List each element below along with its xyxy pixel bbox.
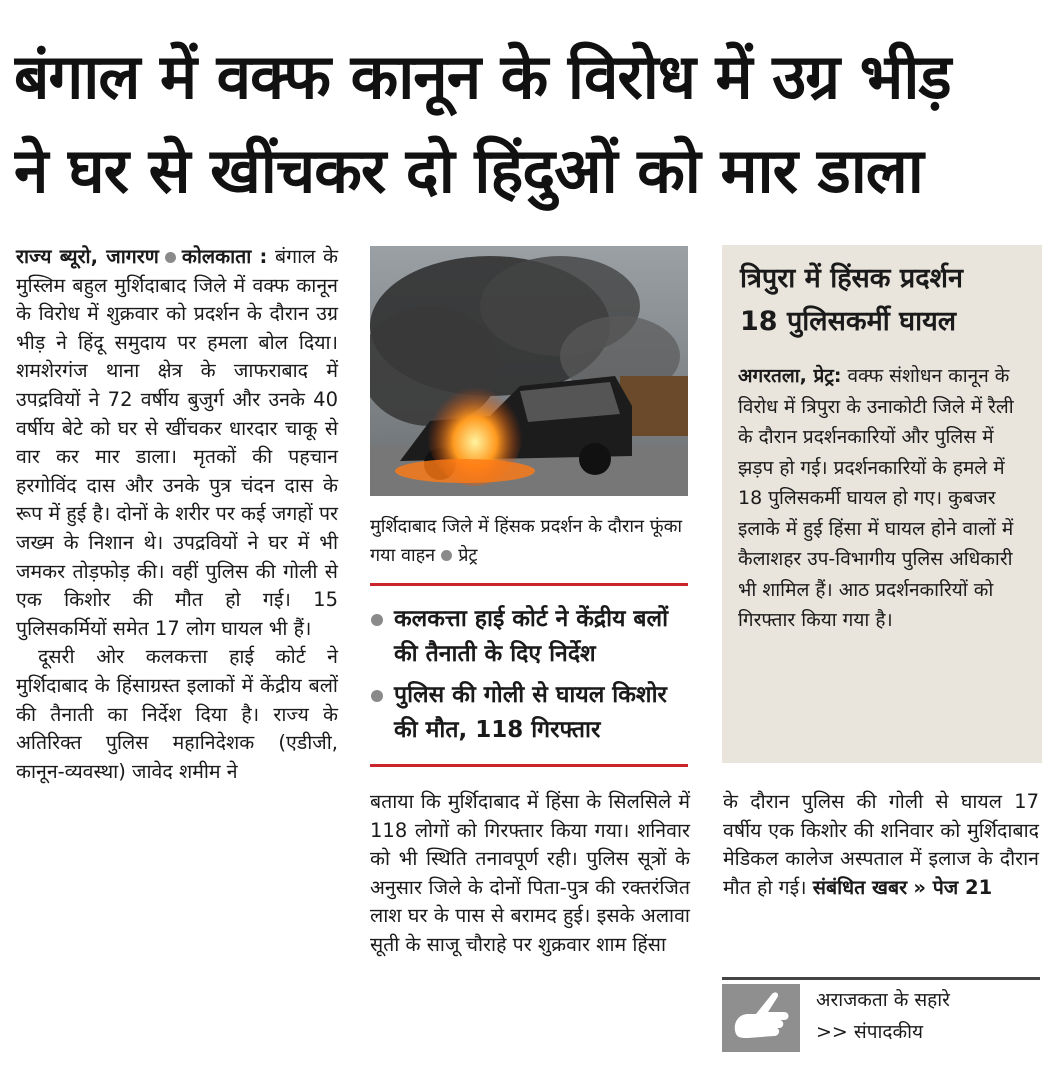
hand-pointing-icon [722,984,800,1052]
highlight-item [370,678,688,748]
dateline-bureau: राज्य ब्यूरो, जागरण [16,245,159,268]
headline-line-2: ने घर से खींचकर दो हिंदुओं को मार डाला [14,134,923,207]
highlights-list [370,602,688,754]
highlight-item [370,602,688,672]
bullet-dot-icon [371,614,383,626]
dateline-place: कोलकाता : [181,245,268,268]
sidebar-body-text: वक्फ संशोधन कानून के विरोध में त्रिपुरा के उनाकोटी जिले में रैली के दौरान प्रदर्शनकारियों और पुलिस में झड़प हो गई। प्रदर्शनकारियों के हमले में 18 पुलिसकर्मी घायल हो गए। कुबजर इलाके में हुई हिंसा में घायल होने वालों में कैलाशहर उप-विभागीय पुलिस अधिकारी भी शामिल हैं। आठ प्रदर्शनकारियों को गिरफ्तार किया गया है। [738,365,1014,631]
photo-illustration [370,246,688,496]
highlights-bottom-rule [370,764,688,767]
photo-caption [370,512,688,570]
bullet-dot-icon [165,252,176,263]
story-paragraph-1 [16,243,338,643]
headline [14,30,1038,218]
story-paragraph-col3 [723,788,1039,902]
sidebar-story-box [722,245,1042,763]
sidebar-title-line-1: त्रिपुरा में हिंसक प्रदर्शन [740,263,963,294]
story-text-col3: के दौरान पुलिस की गोली से घायल 17 वर्षीय एक किशोर की शनिवार को मुर्शिदाबाद मेडिकल कालेज अस्पताल में इलाज के दौरान मौत हो गई। [723,790,1039,899]
sidebar-dateline: अगरतला, प्रेट्र: [738,365,842,387]
main-story-column-3 [723,788,1039,902]
highlight-text: कलकत्ता हाई कोर्ट ने केंद्रीय बलों की तैनाती के दिए निर्देश [394,606,669,667]
bullet-dot-icon [371,690,383,702]
sidebar-title-line-2: 18 पुलिसकर्मी घायल [740,306,957,337]
burning-vehicle-photo [370,246,688,496]
editorial-text [816,984,950,1048]
headline-line-1: बंगाल में वक्फ कानून के विरोध में उग्र भीड़ [14,40,951,113]
related-news-page: » पेज 21 [913,875,993,899]
related-news-label: संबंधित खबर [812,875,908,899]
story-paragraph-2: दूसरी ओर कलकत्ता हाई कोर्ट ने मुर्शिदाबाद के हिंसाग्रस्त इलाकों में केंद्रीय बलों की तैनाती का निर्देश दिया है। राज्य के अतिरिक्त पुलिस महानिदेशक (एडीजी, कानून-व्यवस्था) जावेद शमीम ने [16,645,338,783]
sidebar-body [738,361,1032,636]
photo-credit: प्रेट्र [458,545,478,566]
story-text-col2: बताया कि मुर्शिदाबाद में हिंसा के सिलसिले में 118 लोगों को गिरफ्तार किया गया। शनिवार को भी स्थिति तनावपूर्ण रही। पुलिस सूत्रों के अनुसार जिले के दोनों पिता-पुत्र की रक्तरंजित लाश घर के पास से बरामद हुई। इसके अलावा सूती के साजू चौराहे पर शुक्रवार शाम हिंसा [370,790,690,956]
sidebar-title [740,257,1036,343]
bullet-dot-icon [441,550,452,561]
highlight-text: पुलिस की गोली से घायल किशोर की मौत, 118 गिरफ्तार [394,682,667,743]
main-story-column-2 [370,788,690,960]
editorial-link[interactable]: >> संपादकीय [816,1021,924,1043]
editorial-title: अराजकता के सहारे [816,989,950,1011]
editorial-reference[interactable] [722,977,1040,1055]
story-text-1: बंगाल के मुस्लिम बहुल मुर्शिदाबाद जिले में वक्फ कानून के विरोध में शुक्रवार को प्रदर्शन के दौरान उग्र भीड़ ने हिंदू समुदाय पर हमला बोल दिया। शमशेरगंज थाना क्षेत्र के जाफराबाद में उपद्रवियों ने 72 वर्षीय बुजुर्ग और उनके 40 वर्षीय बेटे को घर से खींचकर धारदार चाकू से वार कर मार डाला। मृतकों की पहचान हरगोविंद दास और उनके पुत्र चंदन दास के रूप में हुई है। दोनों के शरीर पर कई जगहों पर जख्म के निशान थे। उपद्रवियों ने घर में भी जमकर तोड़फोड़ की। वहीं पुलिस की गोली से एक किशोर की मौत हो गई। 15 पुलिसकर्मियों समेत 17 लोग घायल भी हैं। [16,245,338,640]
photo-caption-text: मुर्शिदाबाद जिले में हिंसक प्रदर्शन के दौरान फूंका गया वाहन [370,516,683,566]
highlights-top-rule [370,583,688,586]
main-story-column-1 [16,243,338,786]
